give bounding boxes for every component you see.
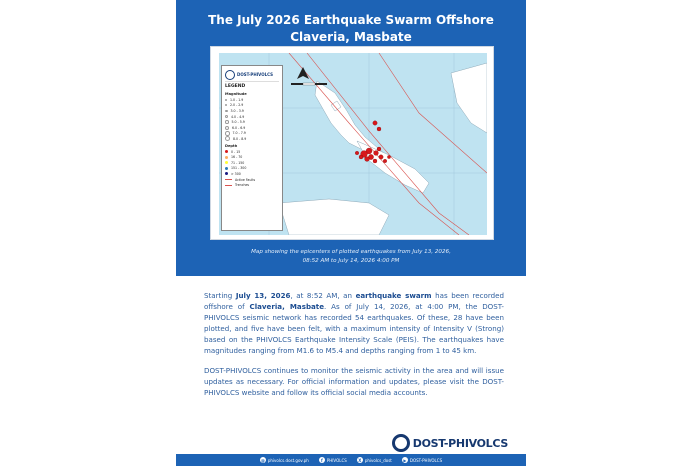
globe-icon: @: [260, 457, 265, 463]
legend-magnitude-label: 6.0 - 6.9: [232, 125, 246, 130]
legend-magnitude-label: 1.0 - 1.9: [230, 97, 244, 102]
magnitude-circle-icon: [225, 110, 228, 113]
paragraph-1: [204, 290, 504, 356]
legend-magnitude-list: [225, 97, 279, 142]
depth-dot-icon: [225, 156, 228, 159]
facebook-icon: f: [319, 457, 325, 463]
bulletin-poster: [176, 0, 526, 466]
footer-link-label: DOST-PHIVOLCS: [409, 457, 443, 463]
p1-text-a: Starting: [204, 291, 236, 300]
legend-magnitude-label: 5.0 - 5.9: [231, 120, 245, 125]
legend-org-name: DOST-PHIVOLCS: [237, 72, 274, 77]
title-line-2: Claveria, Masbate: [290, 30, 412, 44]
magnitude-circle-icon: [225, 126, 229, 130]
legend-depth-label: 151 - 300: [231, 166, 247, 171]
land-northeast: [451, 63, 487, 133]
bulletin-body: [204, 290, 504, 407]
depth-dot-icon: [225, 167, 228, 170]
p1-event-type: earthquake swarm: [355, 291, 432, 300]
brand-name: DOST-PHIVOLCS: [412, 436, 508, 450]
footer-link-label: PHIVOLCS: [326, 457, 347, 463]
legend-depth-label: > 300: [231, 171, 241, 176]
depth-dot-icon: [225, 172, 228, 175]
p1-text-g: . As of July 14, 2026, at 4:00 PM, the DOST-PHIVOLCS seismic network has recorded 54 earthquakes. Of these, 28 have been plotted, and five have been felt, with a maximum intensity of Intensity V (Strong) based on the PHIVOLCS Earthquake Intensity Scale (PEIS). The earthquakes have magnitudes ranging from M1.6 to M5.4 and depths ranging from 1 to 45 km.: [204, 302, 504, 355]
p1-location: Claveria, Masbate: [249, 302, 325, 311]
legend-heading: LEGEND: [225, 84, 246, 89]
magnitude-circle-icon: [225, 104, 227, 106]
legend-magnitude-label: 2.0 - 2.9: [230, 103, 244, 108]
caption-line-1: Map showing the epicenters of plotted earthquakes from July 13, 2026,: [251, 249, 451, 255]
magnitude-circle-icon: [225, 99, 227, 101]
x-icon: X: [358, 457, 362, 463]
header-panel: [176, 0, 526, 276]
land-southwest: [279, 199, 389, 235]
legend-magnitude-label: 3.0 - 3.9: [230, 108, 244, 113]
footer-link-globe[interactable]: [260, 457, 309, 463]
footer-link-label: phivolcs_dost: [364, 457, 392, 463]
p1-text-e: has been recorded offshore of: [204, 291, 505, 311]
legend-depth-label: 0 - 15: [231, 149, 241, 154]
footer-link-facebook[interactable]: [319, 457, 347, 463]
legend-magnitude-item: [225, 136, 279, 142]
depth-dot-icon: [225, 161, 228, 164]
legend-depth-list: [225, 149, 279, 177]
magnitude-circle-icon: [225, 120, 229, 124]
magnitude-circle-icon: [225, 115, 228, 118]
p1-date: July 13, 2026: [235, 291, 291, 300]
map-caption: [176, 248, 526, 266]
page-title: [176, 12, 526, 46]
legend-depth-label: 71 - 150: [231, 160, 245, 165]
trench-line-icon: [225, 185, 232, 186]
legend-logo: [225, 68, 279, 82]
brand-logo-block: [392, 434, 508, 452]
caption-line-2: 08:52 AM to July 14, 2026 4:00 PM: [302, 258, 400, 264]
youtube-icon: ▶: [403, 457, 407, 463]
title-line-1: The July 2026 Earthquake Swarm Offshore: [208, 13, 494, 27]
scale-bar: [291, 83, 327, 85]
magnitude-circle-icon: [225, 131, 230, 136]
epicenter-map: [210, 46, 494, 240]
map-legend: [221, 65, 283, 231]
legend-magnitude-label: Magnitude: [225, 92, 247, 96]
legend-faults-label: Active Faults: [235, 177, 256, 182]
footer-link-label: phivolcs.dost.gov.ph: [267, 457, 309, 463]
social-footer: [176, 454, 526, 466]
map-canvas: [219, 53, 487, 235]
legend-depth-label: Depth: [225, 143, 238, 148]
legend-magnitude-label: 8.0 - 8.9: [233, 136, 247, 141]
north-arrow-icon: [297, 67, 309, 79]
magnitude-circle-icon: [225, 136, 230, 141]
depth-dot-icon: [225, 150, 228, 153]
legend-trenches-row: [225, 182, 279, 188]
legend-depth-label: 16 - 70: [231, 155, 243, 160]
legend-trenches-label: Trenches: [235, 183, 250, 188]
p1-text-c: , at 8:52 AM, an: [290, 291, 356, 300]
paragraph-2: DOST-PHIVOLCS continues to monitor the seismic activity in the area and will issue updates as necessary. For official information and updates, please visit the DOST-PHIVOLCS website and follow its official social media accounts.: [204, 366, 504, 397]
legend-magnitude-label: 7.0 - 7.9: [232, 131, 246, 136]
fault-line-icon: [225, 179, 232, 180]
phivolcs-logo-icon: [225, 70, 235, 80]
footer-link-youtube[interactable]: [402, 457, 442, 463]
legend-magnitude-label: 4.0 - 4.9: [231, 114, 245, 119]
footer-link-x[interactable]: [357, 457, 392, 463]
phivolcs-brand-icon: [392, 434, 410, 452]
